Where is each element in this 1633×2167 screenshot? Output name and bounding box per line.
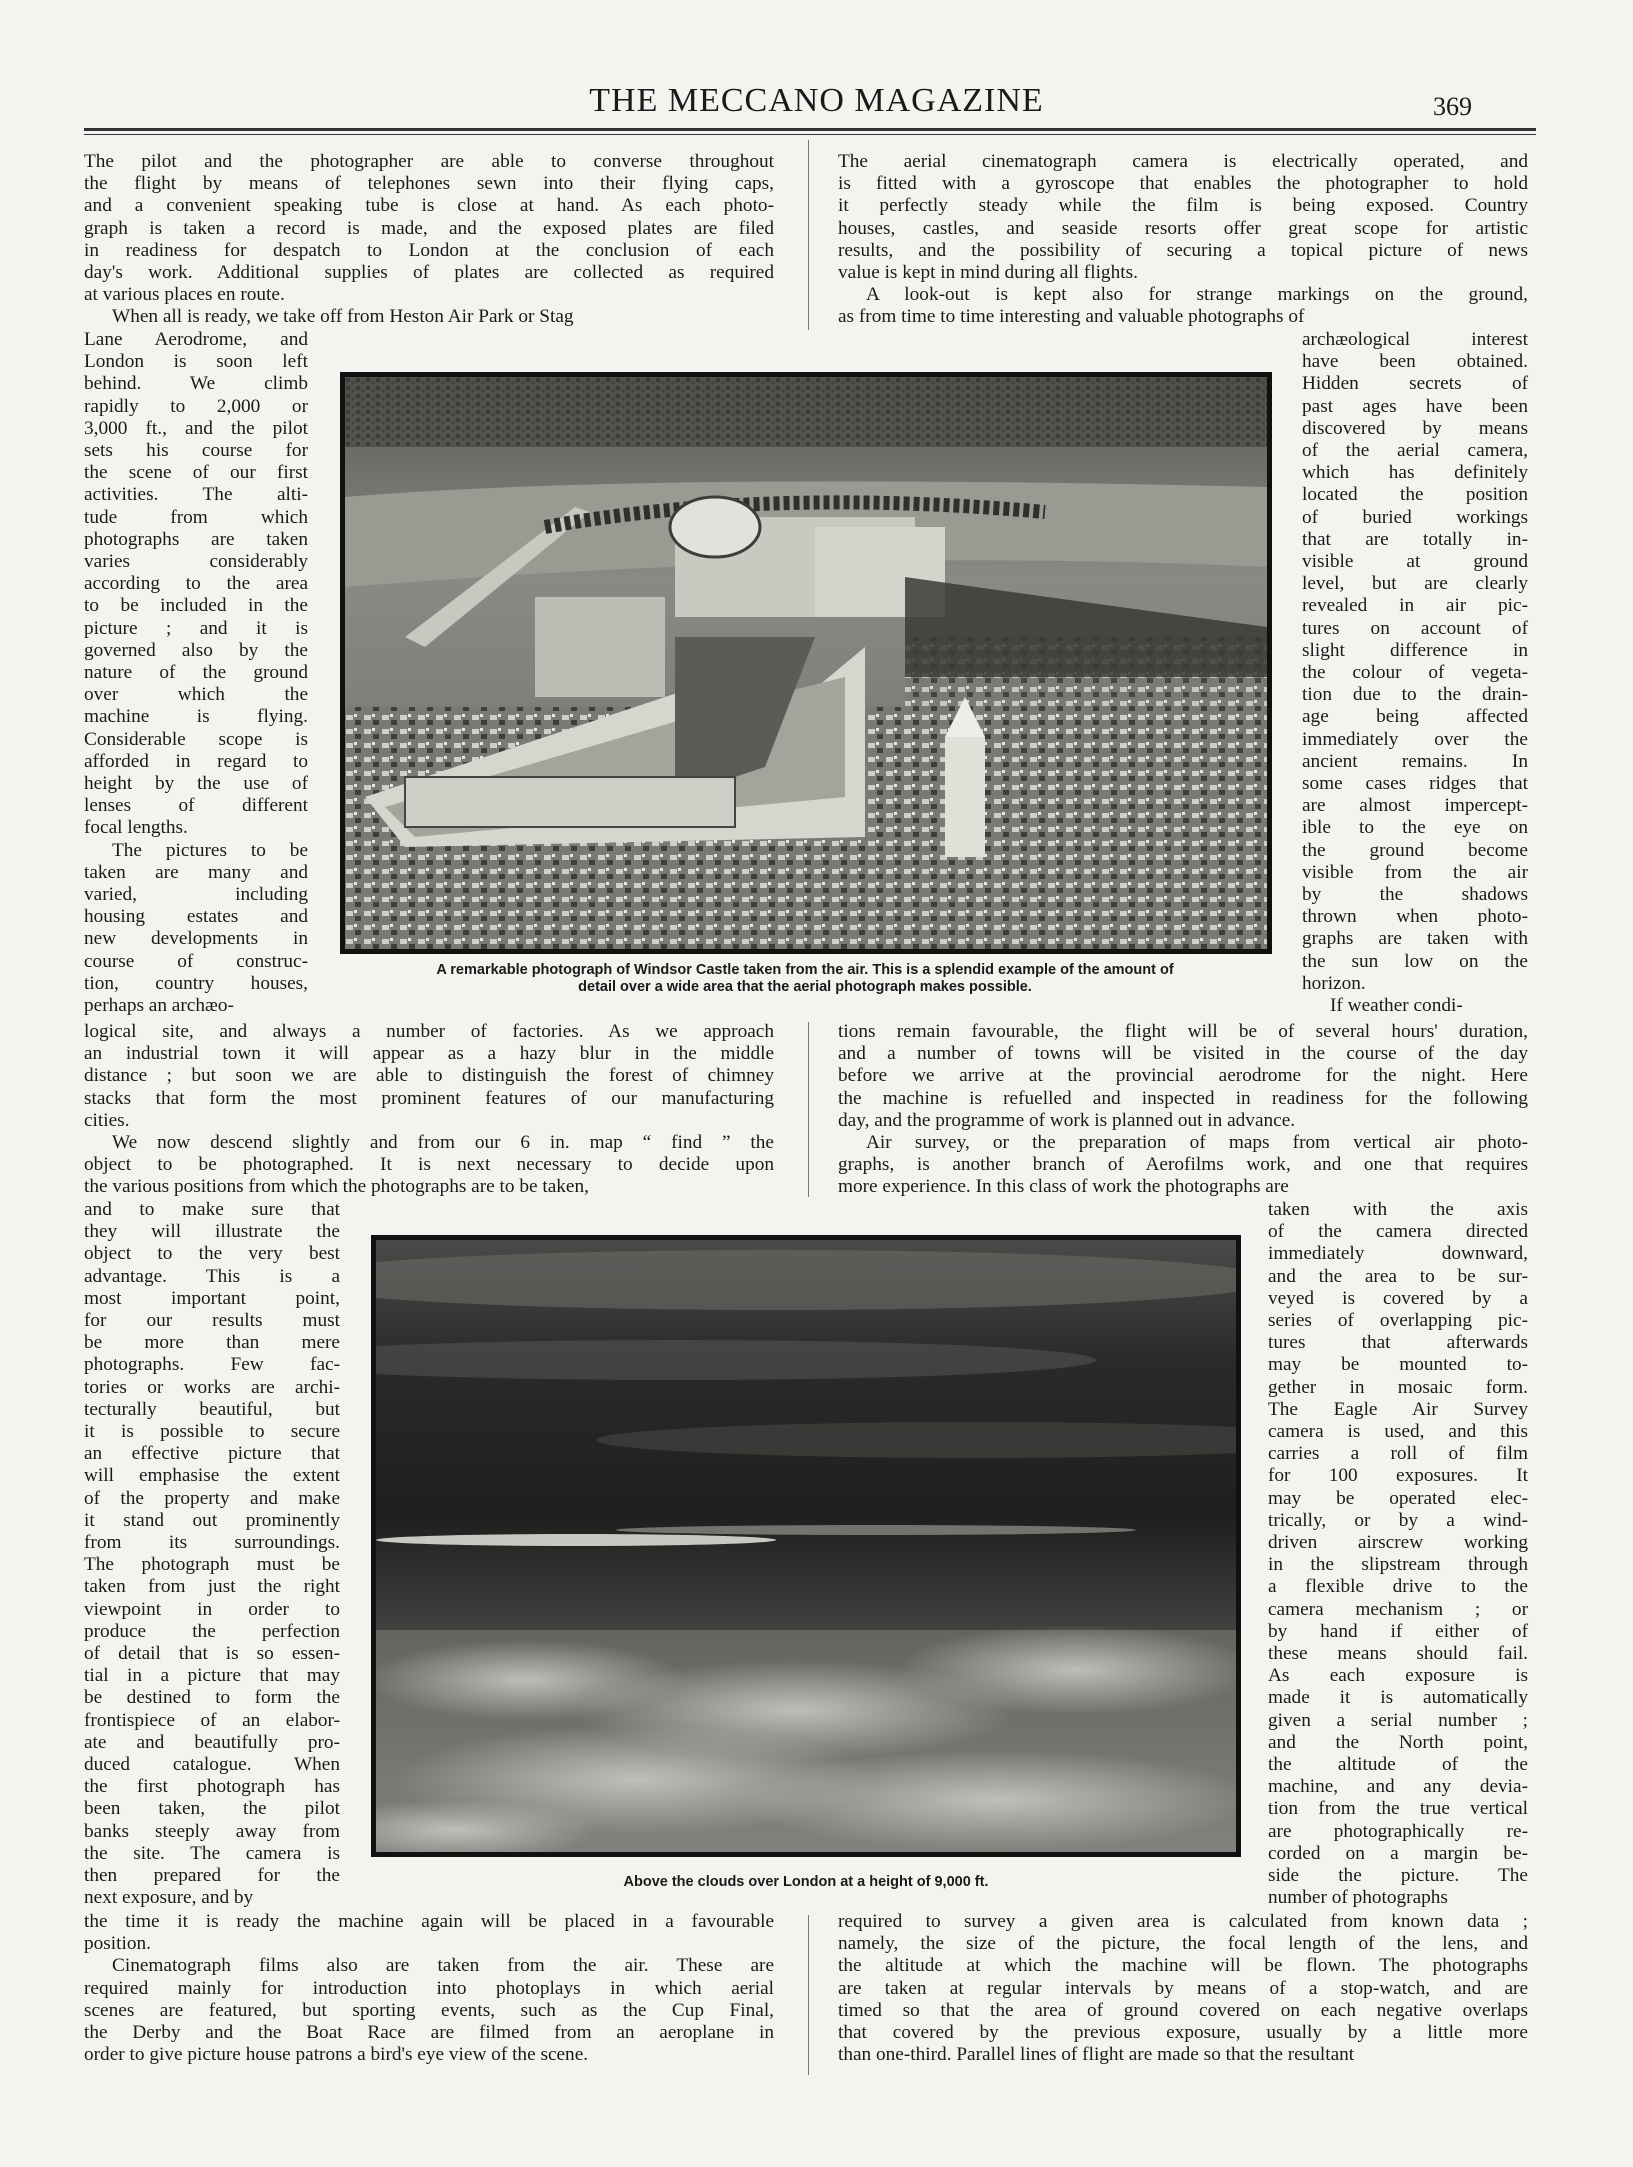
text-line: the site. The camera is bbox=[84, 1842, 340, 1864]
text-line: day, and the programme of work is planned out in advance. bbox=[838, 1109, 1296, 1131]
text-line: lenses of different bbox=[84, 795, 308, 817]
text-line: tion, country houses, bbox=[84, 972, 308, 994]
text-line: machine is flying. bbox=[84, 706, 308, 728]
text-line: activities. The alti- bbox=[84, 484, 308, 506]
text-line: nature of the ground bbox=[84, 662, 308, 684]
text-line: veyed is covered by a bbox=[1268, 1287, 1528, 1309]
text-line: most important point, bbox=[84, 1287, 340, 1309]
text-line: visible from the air bbox=[1302, 861, 1528, 883]
text-line: picture ; and it is bbox=[84, 617, 308, 639]
text-line: varied, including bbox=[84, 884, 308, 906]
text-line: been taken, the pilot bbox=[84, 1798, 340, 1820]
left-column-top bbox=[84, 151, 774, 329]
text-line: tions remain favourable, the flight will be of several hours' duration, bbox=[838, 1021, 1528, 1042]
text-line: value is kept in mind during all flights. bbox=[838, 262, 1138, 284]
column-divider-bottom bbox=[808, 1915, 809, 2075]
right-column-narrow-1 bbox=[1302, 329, 1528, 1017]
text-line: When all is ready, we take off from Heston Air Park or Stag bbox=[112, 306, 574, 328]
text-line: graph is taken a record is made, and the exposed plates are filed bbox=[84, 217, 774, 239]
clouds-image bbox=[376, 1240, 1236, 1852]
text-line: A look-out is kept also for strange markings on the ground, bbox=[866, 284, 1528, 306]
left-column-bottom bbox=[84, 1911, 774, 2066]
text-line: cities. bbox=[84, 1109, 130, 1131]
text-line: are taken at regular intervals by means of a stop-watch, and are bbox=[838, 1977, 1528, 1999]
text-line: tial in a picture that may bbox=[84, 1665, 340, 1687]
left-column-narrow-1 bbox=[84, 329, 308, 1017]
text-line: 3,000 ft., and the pilot bbox=[84, 417, 308, 439]
page-number: 369 bbox=[1433, 92, 1472, 121]
text-line: of the property and make bbox=[84, 1487, 340, 1509]
text-line: of the aerial camera, bbox=[1302, 440, 1528, 462]
text-line: camera is used, and this bbox=[1268, 1421, 1528, 1443]
text-line: are photographically re- bbox=[1268, 1820, 1528, 1842]
text-line: We now descend slightly and from our 6 in. map “ find ” the bbox=[112, 1132, 774, 1154]
text-line: revealed in air pic- bbox=[1302, 595, 1528, 617]
windsor-caption-line-2: detail over a wide area that the aerial photograph makes possible. bbox=[578, 979, 1032, 995]
text-line: tures that afterwards bbox=[1268, 1332, 1528, 1354]
text-line: required to survey a given area is calculated from known data ; bbox=[838, 1911, 1528, 1932]
text-line: an industrial town it will appear as a hazy blur in the middle bbox=[84, 1043, 774, 1065]
windsor-caption-line-1: A remarkable photograph of Windsor Castle taken from the air. This is a splendid example of the amount of bbox=[436, 962, 1174, 978]
header-rule-thin bbox=[84, 134, 1536, 135]
text-line: more experience. In this class of work the photographs are bbox=[838, 1176, 1289, 1198]
windsor-castle-photo bbox=[340, 372, 1272, 954]
text-line: will emphasise the extent bbox=[84, 1465, 340, 1487]
text-line: gether in mosaic form. bbox=[1268, 1376, 1528, 1398]
text-line: than one-third. Parallel lines of flight are made so that the resultant bbox=[838, 2044, 1355, 2066]
column-divider-top bbox=[808, 140, 809, 330]
text-line: The pictures to be bbox=[112, 839, 308, 861]
text-line: logical site, and always a number of factories. As we approach bbox=[84, 1021, 774, 1042]
text-line: in the slipstream through bbox=[1268, 1554, 1528, 1576]
text-line: an effective picture that bbox=[84, 1443, 340, 1465]
text-line: past ages have been bbox=[1302, 395, 1528, 417]
text-line: by hand if either of bbox=[1268, 1620, 1528, 1642]
clouds-over-london-photo bbox=[371, 1235, 1241, 1857]
text-line: be more than mere bbox=[84, 1332, 340, 1354]
text-line: The Eagle Air Survey bbox=[1268, 1398, 1528, 1420]
text-line: they will illustrate the bbox=[84, 1221, 340, 1243]
text-line: that are totally in- bbox=[1302, 528, 1528, 550]
text-line: the first photograph has bbox=[84, 1776, 340, 1798]
text-line: these means should fail. bbox=[1268, 1643, 1528, 1665]
text-line: before we arrive at the provincial aerodrome for the night. Here bbox=[838, 1065, 1528, 1087]
text-line: by the shadows bbox=[1302, 884, 1528, 906]
text-line: number of photographs bbox=[1268, 1887, 1448, 1909]
text-line: perhaps an archæo- bbox=[84, 995, 234, 1017]
text-line: have been obtained. bbox=[1302, 351, 1528, 373]
text-line: and a convenient speaking tube is close at hand. As each photo- bbox=[84, 195, 774, 217]
text-line: tion due to the drain- bbox=[1302, 684, 1528, 706]
text-line: immediately downward, bbox=[1268, 1243, 1528, 1265]
text-line: height by the use of bbox=[84, 773, 308, 795]
text-line: object to be photographed. It is next necessary to decide upon bbox=[84, 1154, 774, 1176]
text-line: at various places en route. bbox=[84, 284, 285, 306]
text-line: advantage. This is a bbox=[84, 1265, 340, 1287]
text-line: The aerial cinematograph camera is electrically operated, and bbox=[838, 151, 1528, 172]
text-line: the flight by means of telephones sewn into their flying caps, bbox=[84, 173, 774, 195]
text-line: taken are many and bbox=[84, 861, 308, 883]
text-line: Air survey, or the preparation of maps from vertical air photo- bbox=[866, 1132, 1528, 1154]
text-line: immediately over the bbox=[1302, 728, 1528, 750]
text-line: it stand out prominently bbox=[84, 1509, 340, 1531]
text-line: Considerable scope is bbox=[84, 728, 308, 750]
text-line: the machine is refuelled and inspected in readiness for the following bbox=[838, 1087, 1528, 1109]
text-line: If weather condi- bbox=[1330, 995, 1463, 1017]
text-line: it perfectly steady while the film is being exposed. Country bbox=[838, 195, 1528, 217]
text-line: tecturally beautiful, but bbox=[84, 1398, 340, 1420]
text-line: next exposure, and by bbox=[84, 1887, 254, 1909]
text-line: the scene of our first bbox=[84, 462, 308, 484]
text-line: of the camera directed bbox=[1268, 1221, 1528, 1243]
windsor-castle-image bbox=[345, 377, 1267, 949]
text-line: tures on account of bbox=[1302, 617, 1528, 639]
text-line: it is possible to secure bbox=[84, 1421, 340, 1443]
text-line: stacks that form the most prominent features of our manufacturing bbox=[84, 1087, 774, 1109]
text-line: scenes are featured, but sporting events, such as the Cup Final, bbox=[84, 1999, 774, 2021]
text-line: frontispiece of an elabor- bbox=[84, 1709, 340, 1731]
text-line: namely, the size of the picture, the focal length of the lens, and bbox=[838, 1933, 1528, 1955]
text-line: taken with the axis bbox=[1268, 1199, 1528, 1220]
right-column-top bbox=[838, 151, 1528, 329]
text-line: graphs, is another branch of Aerofilms work, and one that requires bbox=[838, 1154, 1528, 1176]
text-line: rapidly to 2,000 or bbox=[84, 395, 308, 417]
left-column-narrow-2 bbox=[84, 1199, 340, 1910]
text-line: given a serial number ; bbox=[1268, 1709, 1528, 1731]
text-line: tude from which bbox=[84, 506, 308, 528]
text-line: governed also by the bbox=[84, 639, 308, 661]
text-line: duced catalogue. When bbox=[84, 1754, 340, 1776]
text-line: which has definitely bbox=[1302, 462, 1528, 484]
text-line: horizon. bbox=[1302, 972, 1366, 994]
text-line: thrown when photo- bbox=[1302, 906, 1528, 928]
text-line: tories or works are archi- bbox=[84, 1376, 340, 1398]
text-line: that covered by the previous exposure, usually by a little more bbox=[838, 2022, 1528, 2044]
text-line: afforded in regard to bbox=[84, 750, 308, 772]
text-line: as from time to time interesting and valuable photographs of bbox=[838, 306, 1305, 328]
column-divider-mid bbox=[808, 1022, 809, 1197]
text-line: for our results must bbox=[84, 1310, 340, 1332]
text-line: position. bbox=[84, 1933, 151, 1955]
text-line: focal lengths. bbox=[84, 817, 188, 839]
left-column-middle bbox=[84, 1021, 774, 1199]
text-line: corded on a margin be- bbox=[1268, 1842, 1528, 1864]
text-line: Cinematograph films also are taken from the air. These are bbox=[112, 1955, 774, 1977]
text-line: houses, castles, and seaside resorts offer great scope for artistic bbox=[838, 217, 1528, 239]
text-line: are almost impercept- bbox=[1302, 795, 1528, 817]
text-line: photographs. Few fac- bbox=[84, 1354, 340, 1376]
text-line: produce the perfection bbox=[84, 1620, 340, 1642]
text-line: slight difference in bbox=[1302, 639, 1528, 661]
text-line: required mainly for introduction into photoplays in which aerial bbox=[84, 1977, 774, 1999]
text-line: and the area to be sur- bbox=[1268, 1265, 1528, 1287]
clouds-caption: Above the clouds over London at a height of 9,000 ft. bbox=[623, 1874, 989, 1890]
text-line: graphs are taken with bbox=[1302, 928, 1528, 950]
text-line: ate and beautifully pro- bbox=[84, 1731, 340, 1753]
text-line: new developments in bbox=[84, 928, 308, 950]
text-line: may be mounted to- bbox=[1268, 1354, 1528, 1376]
text-line: object to the very best bbox=[84, 1243, 340, 1265]
right-column-bottom bbox=[838, 1911, 1528, 2066]
right-column-middle bbox=[838, 1021, 1528, 1199]
text-line: tion from the true vertical bbox=[1268, 1798, 1528, 1820]
text-line: may be operated elec- bbox=[1268, 1487, 1528, 1509]
text-line: the altitude of the bbox=[1268, 1754, 1528, 1776]
text-line: order to give picture house patrons a bird's eye view of the scene. bbox=[84, 2044, 589, 2066]
text-line: As each exposure is bbox=[1268, 1665, 1528, 1687]
text-line: of detail that is so essen- bbox=[84, 1643, 340, 1665]
text-line: housing estates and bbox=[84, 906, 308, 928]
text-line: series of overlapping pic- bbox=[1268, 1310, 1528, 1332]
text-line: of buried workings bbox=[1302, 506, 1528, 528]
text-line: archæological interest bbox=[1302, 329, 1528, 350]
right-column-narrow-2 bbox=[1268, 1199, 1528, 1910]
text-line: ible to the eye on bbox=[1302, 817, 1528, 839]
text-line: behind. We climb bbox=[84, 373, 308, 395]
text-line: course of construc- bbox=[84, 950, 308, 972]
text-line: made it is automatically bbox=[1268, 1687, 1528, 1709]
text-line: distance ; but soon we are able to distinguish the forest of chimney bbox=[84, 1065, 774, 1087]
text-line: driven airscrew working bbox=[1268, 1532, 1528, 1554]
text-line: the colour of vegeta- bbox=[1302, 662, 1528, 684]
text-line: the various positions from which the photographs are to be taken, bbox=[84, 1176, 589, 1198]
text-line: some cases ridges that bbox=[1302, 773, 1528, 795]
text-line: be destined to form the bbox=[84, 1687, 340, 1709]
text-line: The photograph must be bbox=[84, 1554, 340, 1576]
magazine-title: THE MECCANO MAGAZINE bbox=[589, 82, 1044, 119]
text-line: trically, or by a wind- bbox=[1268, 1509, 1528, 1531]
text-line: sets his course for bbox=[84, 440, 308, 462]
text-line: and the North point, bbox=[1268, 1731, 1528, 1753]
text-line: the Derby and the Boat Race are filmed from an aeroplane in bbox=[84, 2022, 774, 2044]
text-line: taken from just the right bbox=[84, 1576, 340, 1598]
text-line: Lane Aerodrome, and bbox=[84, 329, 308, 350]
text-line: level, but are clearly bbox=[1302, 573, 1528, 595]
text-line: machine, and any devia- bbox=[1268, 1776, 1528, 1798]
text-line: the ground become bbox=[1302, 839, 1528, 861]
text-line: a flexible drive to the bbox=[1268, 1576, 1528, 1598]
text-line: to be included in the bbox=[84, 595, 308, 617]
text-line: results, and the possibility of securing a topical picture of news bbox=[838, 239, 1528, 261]
text-line: in readiness for despatch to London at the conclusion of each bbox=[84, 239, 774, 261]
text-line: day's work. Additional supplies of plates are collected as required bbox=[84, 262, 774, 284]
text-line: camera mechanism ; or bbox=[1268, 1598, 1528, 1620]
text-line: ancient remains. In bbox=[1302, 750, 1528, 772]
text-line: for 100 exposures. It bbox=[1268, 1465, 1528, 1487]
text-line: then prepared for the bbox=[84, 1865, 340, 1887]
text-line: the altitude at which the machine will be flown. The photographs bbox=[838, 1955, 1528, 1977]
text-line: from its surroundings. bbox=[84, 1532, 340, 1554]
text-line: timed so that the area of ground covered on each negative overlaps bbox=[838, 1999, 1528, 2021]
text-line: according to the area bbox=[84, 573, 308, 595]
text-line: age being affected bbox=[1302, 706, 1528, 728]
text-line: the sun low on the bbox=[1302, 950, 1528, 972]
text-line: The pilot and the photographer are able to converse throughout bbox=[84, 151, 774, 172]
text-line: Hidden secrets of bbox=[1302, 373, 1528, 395]
text-line: discovered by means bbox=[1302, 417, 1528, 439]
text-line: the time it is ready the machine again will be placed in a favourable bbox=[84, 1911, 774, 1932]
text-line: banks steeply away from bbox=[84, 1820, 340, 1842]
text-line: London is soon left bbox=[84, 351, 308, 373]
text-line: side the picture. The bbox=[1268, 1865, 1528, 1887]
text-line: viewpoint in order to bbox=[84, 1598, 340, 1620]
text-line: carries a roll of film bbox=[1268, 1443, 1528, 1465]
text-line: visible at ground bbox=[1302, 551, 1528, 573]
text-line: varies considerably bbox=[84, 551, 308, 573]
text-line: and a number of towns will be visited in the course of the day bbox=[838, 1043, 1528, 1065]
text-line: photographs are taken bbox=[84, 528, 308, 550]
text-line: located the position bbox=[1302, 484, 1528, 506]
text-line: is fitted with a gyroscope that enables the photographer to hold bbox=[838, 173, 1528, 195]
header-rule bbox=[84, 128, 1536, 131]
text-line: and to make sure that bbox=[84, 1199, 340, 1220]
text-line: over which the bbox=[84, 684, 308, 706]
